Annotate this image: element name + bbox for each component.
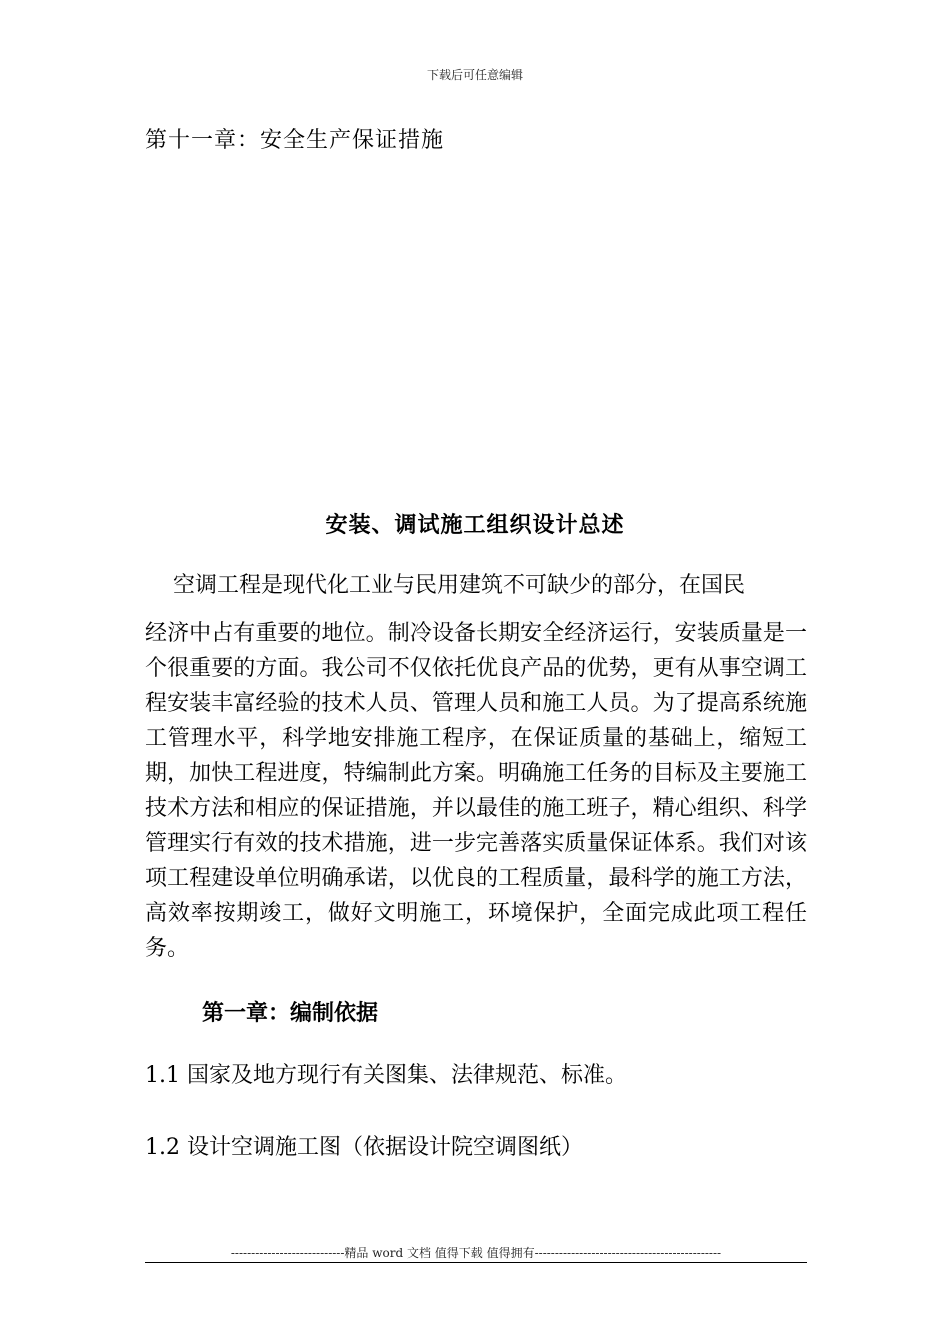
- page-footer-note: ----------------------------精品 word 文档 值得下载 值得拥有----------------------------------------------: [230, 1246, 722, 1260]
- chapter-1-heading: 第一章：编制依据: [202, 1000, 379, 1026]
- toc-chapter-11: 第十一章：安全生产保证措施: [145, 128, 445, 153]
- section-1-2: 1.2 设计空调施工图（依据设计院空调图纸）: [145, 1135, 583, 1160]
- page-header-note: 下载后可任意编辑: [426, 68, 523, 82]
- intro-rest: 经济中占有重要的地位。制冷设备长期安全经济运行，安装质量是一个很重要的方面。我公司不仅依托优良产品的优势，更有从事空调工程安装丰富经验的技术人员、管理人员和施工人员。为了提高系统施工管理水平，科学地安排施工程序，在保证质量的基础上，缩短工期，加快工程进度，特编制此方案。明确施工任务的目标及主要施工技术方法和相应的保证措施，并以最佳的施工班子，精心组织、科学管理实行有效的技术措施，进一步完善落实质量保证体系。我们对该项工程建设单位明确承诺，以优良的工程质量，最科学的施工方法，高效率按期竣工，做好文明施工，环境保护，全面完成此项工程任务。: [145, 621, 807, 961]
- footer-divider: [145, 1262, 807, 1263]
- intro-paragraph: [145, 568, 807, 966]
- document-title: 安装、调试施工组织设计总述: [325, 512, 625, 538]
- section-1-1: 1.1 国家及地方现行有关图集、法律规范、标准。: [145, 1063, 627, 1088]
- intro-first-line: 空调工程是现代化工业与民用建筑不可缺少的部分，在国民: [173, 573, 746, 598]
